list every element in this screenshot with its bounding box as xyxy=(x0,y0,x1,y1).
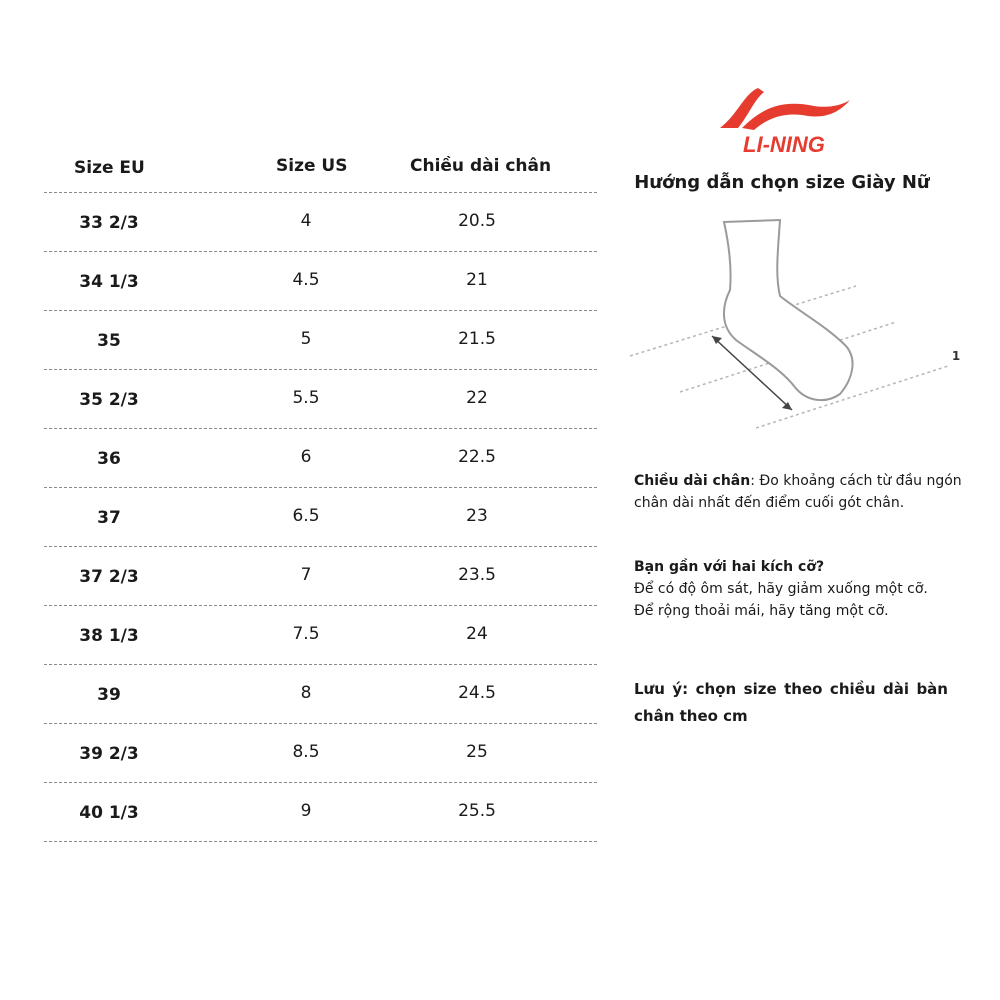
table-header xyxy=(44,140,597,193)
foot-length-cell: 22.5 xyxy=(458,447,496,467)
table-row xyxy=(44,311,597,370)
definition-block xyxy=(634,470,964,514)
li-ning-logo xyxy=(714,86,854,156)
size-eu-cell: 34 1/3 xyxy=(79,272,139,292)
size-eu-cell: 33 2/3 xyxy=(79,213,139,233)
foot-length-cell: 24.5 xyxy=(458,683,496,703)
foot-sock-icon xyxy=(724,220,853,400)
table-row xyxy=(44,724,597,783)
advice-line-2: Để rộng thoải mái, hãy tăng một cỡ. xyxy=(634,603,889,619)
size-us-cell: 9 xyxy=(300,801,312,821)
foot-length-cell: 23 xyxy=(466,506,488,526)
table-row xyxy=(44,429,597,488)
size-us-cell: 4 xyxy=(300,211,312,231)
diagram-label: 1 xyxy=(951,349,961,363)
table-row xyxy=(44,193,597,252)
table-row xyxy=(44,370,597,429)
table-row xyxy=(44,547,597,606)
foot-length-cell: 21.5 xyxy=(458,329,496,349)
foot-length-cell: 20.5 xyxy=(458,211,496,231)
guide-title: Hướng dẫn chọn size Giày Nữ xyxy=(634,172,930,193)
size-eu-cell: 35 xyxy=(97,331,121,351)
table-row xyxy=(44,783,597,842)
size-eu-cell: 37 xyxy=(97,508,121,528)
size-us-cell: 6 xyxy=(300,447,312,467)
size-us-cell: 6.5 xyxy=(292,506,320,526)
header-size-eu: Size EU xyxy=(74,158,145,178)
size-eu-cell: 38 1/3 xyxy=(79,626,139,646)
note-text: Lưu ý: chọn size theo chiều dài bàn chân theo cm xyxy=(634,680,948,725)
size-table xyxy=(44,140,597,842)
definition-term: Chiều dài chân xyxy=(634,473,751,489)
definition-text: : Đo khoảng cách từ đầu ngón chân dài nhất đến điểm cuối gót chân. xyxy=(634,473,962,511)
header-foot-length: Chiều dài chân xyxy=(410,156,552,176)
logo-wordmark: LI-NING xyxy=(743,132,825,156)
size-us-cell: 7 xyxy=(300,565,312,585)
table-row xyxy=(44,665,597,724)
size-eu-cell: 36 xyxy=(97,449,121,469)
foot-measure-diagram xyxy=(626,216,966,436)
size-us-cell: 4.5 xyxy=(292,270,320,290)
size-us-cell: 7.5 xyxy=(292,624,320,644)
size-eu-cell: 39 2/3 xyxy=(79,744,139,764)
size-eu-cell: 35 2/3 xyxy=(79,390,139,410)
size-us-cell: 8.5 xyxy=(292,742,320,762)
header-size-us: Size US xyxy=(276,156,348,176)
size-eu-cell: 39 xyxy=(97,685,121,705)
advice-line-1: Để có độ ôm sát, hãy giảm xuống một cỡ. xyxy=(634,581,928,597)
foot-length-cell: 23.5 xyxy=(458,565,496,585)
foot-length-cell: 22 xyxy=(466,388,488,408)
foot-length-cell: 24 xyxy=(466,624,488,644)
size-us-cell: 5.5 xyxy=(292,388,320,408)
size-eu-cell: 40 1/3 xyxy=(79,803,139,823)
size-eu-cell: 37 2/3 xyxy=(79,567,139,587)
table-row xyxy=(44,488,597,547)
size-us-cell: 5 xyxy=(300,329,312,349)
foot-length-cell: 25 xyxy=(466,742,488,762)
advice-heading: Bạn gần với hai kích cỡ? xyxy=(634,559,825,575)
table-row xyxy=(44,606,597,665)
table-body xyxy=(44,193,597,842)
size-us-cell: 8 xyxy=(300,683,312,703)
table-row xyxy=(44,252,597,311)
advice-block xyxy=(634,556,964,622)
foot-length-cell: 25.5 xyxy=(458,801,496,821)
arrow-head-end-icon xyxy=(782,402,792,410)
arrow-head-start-icon xyxy=(712,336,722,344)
foot-length-cell: 21 xyxy=(466,270,488,290)
